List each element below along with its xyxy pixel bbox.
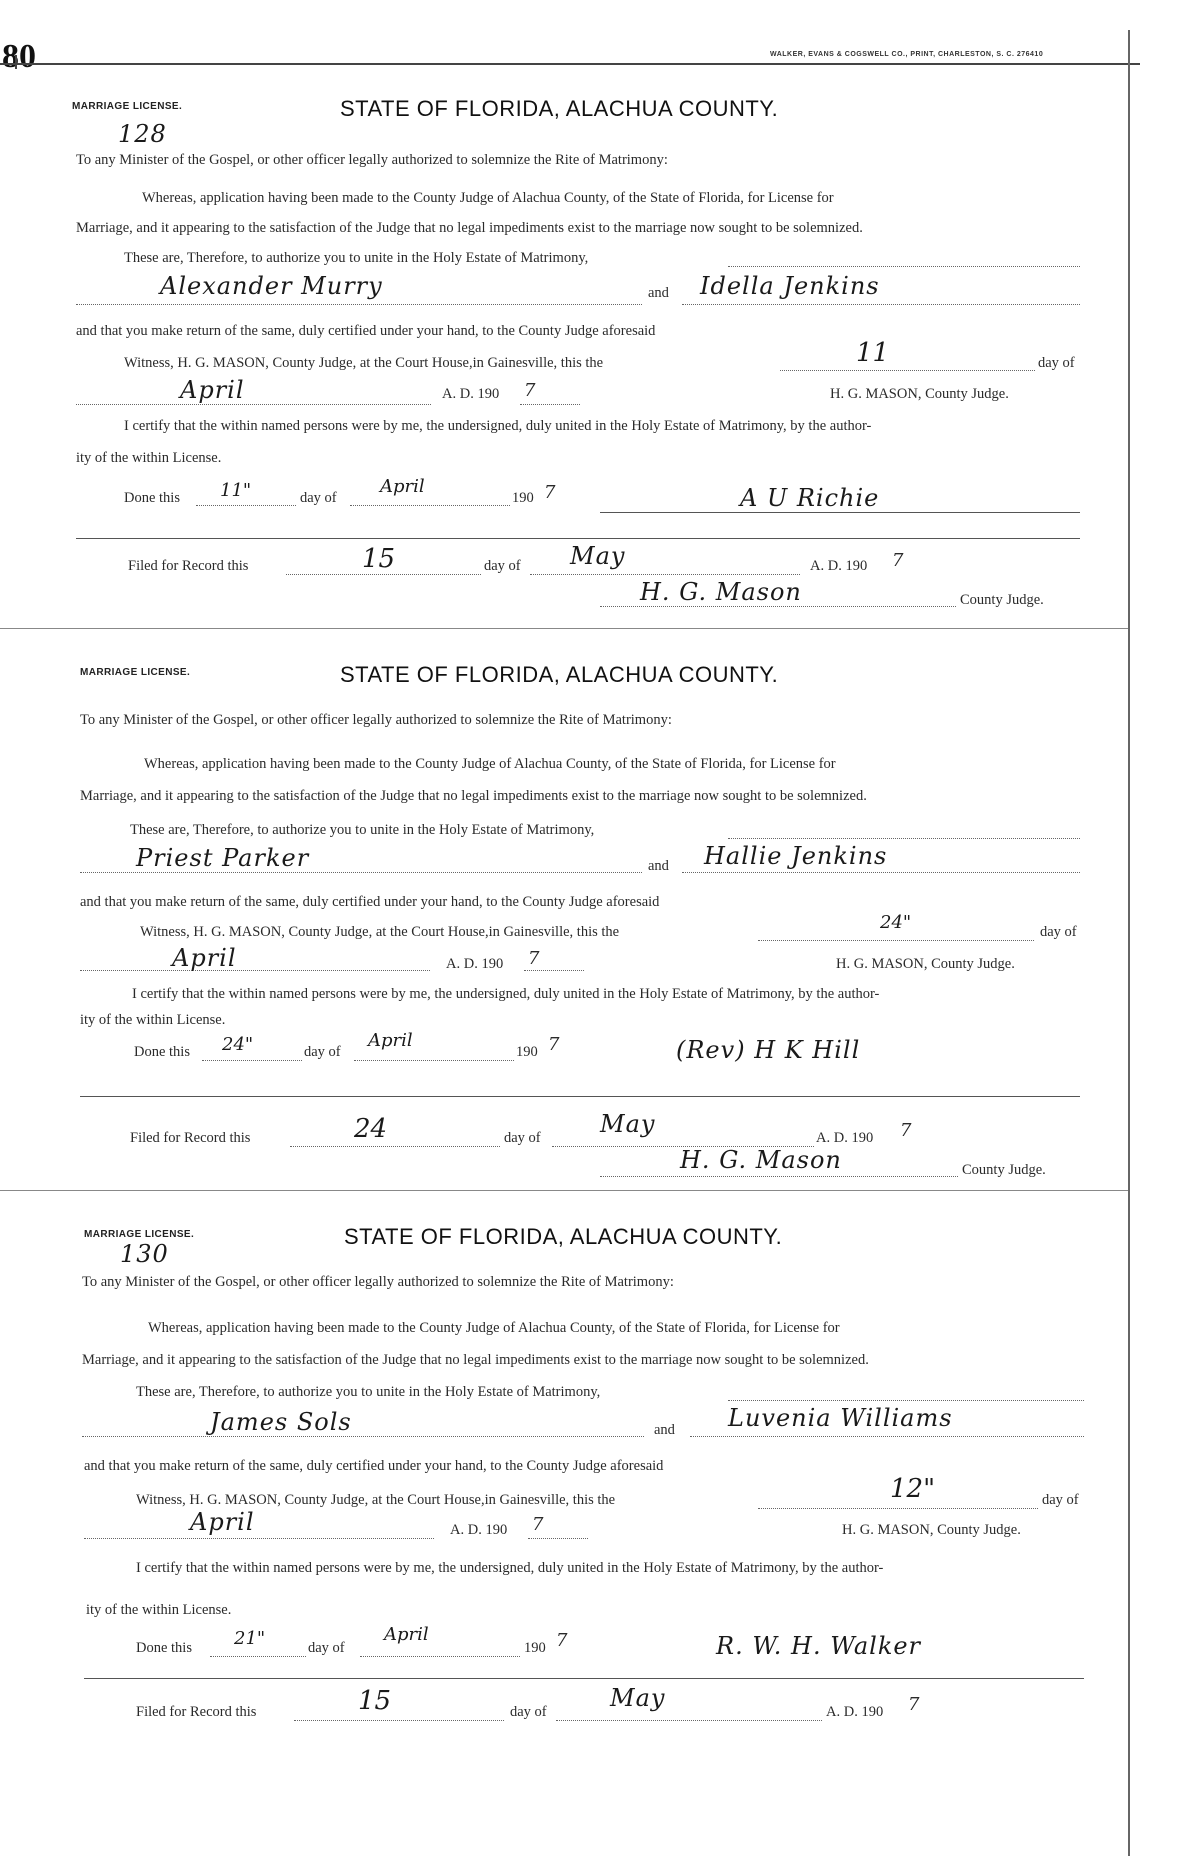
filed-day: 15: [362, 544, 396, 574]
whereas-line-2: Marriage, and it appearing to the satisfaction of the Judge that no legal impediments exist to the marriage now sought to be solemnized.: [80, 788, 867, 804]
judge-printed-signature: H. G. MASON, County Judge.: [836, 956, 1015, 972]
license-label: MARRIAGE LICENSE.: [72, 101, 183, 112]
license-title: STATE OF FLORIDA, ALACHUA COUNTY.: [344, 1224, 783, 1249]
bride-name: Idella Jenkins: [700, 272, 880, 300]
witness-month: April: [180, 376, 245, 404]
and-label: and: [648, 285, 669, 301]
license-title: STATE OF FLORIDA, ALACHUA COUNTY.: [340, 96, 779, 121]
filed-day-of-label: day of: [510, 1704, 547, 1720]
witness-day: 12": [890, 1474, 936, 1504]
printer-imprint: WALKER, EVANS & COGSWELL CO., PRINT, CHARLESTON, S. C. 276410: [770, 51, 1044, 58]
filing-divider: [84, 1678, 1084, 1679]
done-month: April: [384, 1624, 429, 1645]
filed-label: Filed for Record this: [136, 1704, 257, 1720]
ad-label: A. D. 190: [450, 1522, 508, 1538]
county-judge-label: County Judge.: [962, 1162, 1046, 1178]
filed-year-digit: 7: [908, 1694, 920, 1715]
filed-ad-label: A. D. 190: [816, 1130, 874, 1146]
groom-name: Priest Parker: [136, 844, 310, 872]
witness-month: April: [172, 944, 237, 972]
done-this-label: Done this: [124, 490, 180, 506]
these-are-line: These are, Therefore, to authorize you to unite in the Holy Estate of Matrimony,: [136, 1384, 601, 1400]
certify-line-2: ity of the within License.: [86, 1602, 232, 1618]
officiant-signature: (Rev) H K Hill: [676, 1036, 861, 1064]
ad-label: A. D. 190: [446, 956, 504, 972]
witness-day: 24": [880, 912, 912, 933]
filed-month: May: [610, 1684, 666, 1712]
judge-signature: H. G. Mason: [640, 578, 802, 606]
judge-printed-signature: H. G. MASON, County Judge.: [830, 386, 1009, 402]
done-this-label: Done this: [136, 1640, 192, 1656]
return-line: and that you make return of the same, duly certified under your hand, to the County Judge aforesaid: [84, 1458, 664, 1474]
witness-day: 11: [856, 338, 890, 368]
license-label: MARRIAGE LICENSE.: [80, 667, 191, 678]
day-of-label: day of: [1042, 1492, 1079, 1508]
done-day: 24": [222, 1034, 254, 1055]
filed-day-of-label: day of: [504, 1130, 541, 1146]
filing-divider: [80, 1096, 1080, 1097]
filing-divider: [76, 538, 1080, 539]
done-day: 21": [234, 1628, 266, 1649]
judge-signature: H. G. Mason: [680, 1146, 842, 1174]
whereas-line-1: Whereas, application having been made to the County Judge of Alachua County, of the State of Florida, for License for: [144, 756, 836, 772]
address-line: To any Minister of the Gospel, or other officer legally authorized to solemnize the Rite of Matrimony:: [76, 152, 668, 168]
done-this-label: Done this: [134, 1044, 190, 1060]
officiant-signature: R. W. H. Walker: [716, 1632, 922, 1660]
done-month: April: [368, 1030, 413, 1051]
filed-day-of-label: day of: [484, 558, 521, 574]
done-year-digit: 7: [548, 1034, 560, 1055]
whereas-line-1: Whereas, application having been made to the County Judge of Alachua County, of the State of Florida, for License for: [142, 190, 834, 206]
done-year-digit: 7: [544, 482, 556, 503]
return-line: and that you make return of the same, duly certified under your hand, to the County Judge aforesaid: [80, 894, 660, 910]
license-number: 128: [118, 120, 167, 148]
witness-line: Witness, H. G. MASON, County Judge, at the Court House,in Gainesville, this the: [136, 1492, 616, 1508]
address-line: To any Minister of the Gospel, or other officer legally authorized to solemnize the Rite of Matrimony:: [82, 1274, 674, 1290]
county-judge-label: County Judge.: [960, 592, 1044, 608]
certify-line-1: I certify that the within named persons were by me, the undersigned, duly united in the Holy Estate of Matrimony, by the author-: [132, 986, 880, 1002]
bride-name: Luvenia Williams: [728, 1404, 953, 1432]
done-day-of-label: day of: [300, 490, 337, 506]
witness-year-digit: 7: [528, 948, 540, 969]
filed-year-digit: 7: [892, 550, 904, 571]
done-year-digit: 7: [556, 1630, 568, 1651]
done-month: April: [380, 476, 425, 497]
address-line: To any Minister of the Gospel, or other officer legally authorized to solemnize the Rite of Matrimony:: [80, 712, 672, 728]
filed-day: 15: [358, 1686, 392, 1716]
section-separator: [0, 1190, 1128, 1191]
and-label: and: [654, 1422, 675, 1438]
judge-printed-signature: H. G. MASON, County Judge.: [842, 1522, 1021, 1538]
ad-label: A. D. 190: [442, 386, 500, 402]
done-day: 11": [220, 480, 252, 501]
these-are-line: These are, Therefore, to authorize you to unite in the Holy Estate of Matrimony,: [124, 250, 589, 266]
day-of-label: day of: [1040, 924, 1077, 940]
done-day-of-label: day of: [308, 1640, 345, 1656]
return-line: and that you make return of the same, duly certified under your hand, to the County Judge aforesaid: [76, 323, 656, 339]
left-rule: [15, 55, 17, 69]
witness-year-digit: 7: [524, 380, 536, 401]
groom-name: Alexander Murry: [160, 272, 383, 300]
done-day-of-label: day of: [304, 1044, 341, 1060]
license-number: 130: [120, 1240, 169, 1268]
section-separator: [0, 628, 1128, 629]
top-rule: [0, 63, 1140, 65]
certify-line-2: ity of the within License.: [80, 1012, 226, 1028]
filed-month: May: [600, 1110, 656, 1138]
filed-month: May: [570, 542, 626, 570]
whereas-line-1: Whereas, application having been made to the County Judge of Alachua County, of the State of Florida, for License for: [148, 1320, 840, 1336]
officiant-signature: A U Richie: [740, 484, 880, 512]
filed-ad-label: A. D. 190: [826, 1704, 884, 1720]
day-of-label: day of: [1038, 355, 1075, 371]
witness-month: April: [190, 1508, 255, 1536]
whereas-line-2: Marriage, and it appearing to the satisfaction of the Judge that no legal impediments exist to the marriage now sought to be solemnized.: [76, 220, 863, 236]
filed-label: Filed for Record this: [130, 1130, 251, 1146]
right-margin-rule: [1128, 30, 1130, 1856]
and-label: and: [648, 858, 669, 874]
these-are-line: These are, Therefore, to authorize you to unite in the Holy Estate of Matrimony,: [130, 822, 595, 838]
filed-ad-label: A. D. 190: [810, 558, 868, 574]
certify-line-1: I certify that the within named persons were by me, the undersigned, duly united in the Holy Estate of Matrimony, by the author-: [124, 418, 872, 434]
witness-line: Witness, H. G. MASON, County Judge, at the Court House,in Gainesville, this the: [140, 924, 620, 940]
whereas-line-2: Marriage, and it appearing to the satisfaction of the Judge that no legal impediments exist to the marriage now sought to be solemnized.: [82, 1352, 869, 1368]
filed-label: Filed for Record this: [128, 558, 249, 574]
license-title: STATE OF FLORIDA, ALACHUA COUNTY.: [340, 662, 779, 687]
page-number: 80: [2, 38, 36, 75]
bride-name: Hallie Jenkins: [704, 842, 888, 870]
witness-line: Witness, H. G. MASON, County Judge, at the Court House,in Gainesville, this the: [124, 355, 604, 371]
certify-line-1: I certify that the within named persons were by me, the undersigned, duly united in the Holy Estate of Matrimony, by the author-: [136, 1560, 884, 1576]
certify-line-2: ity of the within License.: [76, 450, 222, 466]
witness-year-digit: 7: [532, 1514, 544, 1535]
filed-day: 24: [354, 1114, 388, 1144]
filed-year-digit: 7: [900, 1120, 912, 1141]
license-label: MARRIAGE LICENSE.: [84, 1229, 195, 1240]
groom-name: James Sols: [210, 1408, 352, 1436]
